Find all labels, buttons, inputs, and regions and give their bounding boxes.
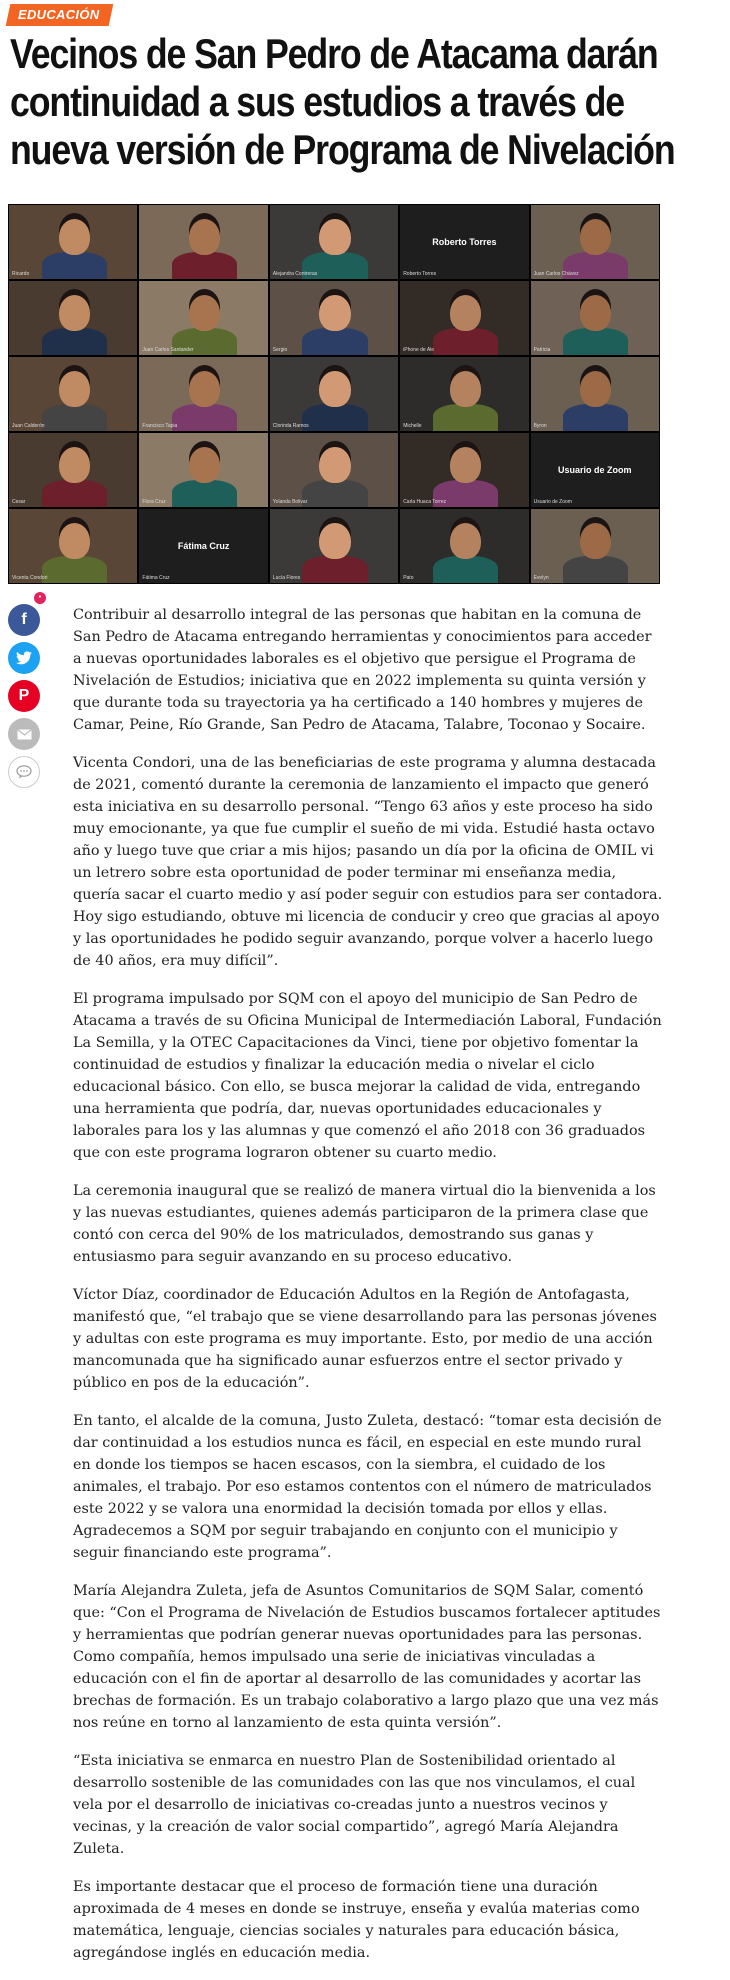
participant-name: Juan Carlos Santander [142,347,194,353]
email-icon [17,729,32,740]
participant-name: Clorinda Ramos [272,423,309,429]
participant-name: Juan Calderón [12,423,45,429]
participant-face [319,295,350,331]
participant-face [189,371,220,407]
participant-torso [302,404,367,431]
participant-face [59,295,90,331]
participant-face [189,219,220,255]
participant-face [319,447,350,483]
participant-face [59,447,90,483]
participant-tile [139,281,267,355]
participant-torso [42,328,107,355]
participant-torso [433,556,498,583]
participant-name: Evelyn [533,575,549,581]
share-count-badge: • [34,592,46,604]
participant-torso [42,480,107,507]
participant-tile [270,357,398,431]
participant-torso [302,328,367,355]
participant-face [59,523,90,559]
participant-name: Byron [533,423,547,429]
participant-tile [270,509,398,583]
participant-name: Vicenta Condori [12,575,48,581]
article-paragraph: La ceremonia inaugural que se realizó de manera virtual dio la bienvenida a los y las nuevas estudiantes, quienes además participaron de la primera clase que contó con cerca del 90% de los matriculados, demostrando sus ganas y entusiasmo para seguir avanzando en su proceso educativo. [73,1183,656,1265]
participant-tile [531,433,659,507]
participant-name: Fátima Cruz [142,575,170,581]
article-paragraph: “Esta iniciativa se enmarca en nuestro Plan de Sostenibilidad orientado al desarrollo sostenible de las comunidades con las que nos vinculamos, el cual vela por el desarrollo de iniciativas co-creadas junto a nuestros vecinos y vecinas, y la creación de valor social compartido”, agregó María Alejandra Zuleta. [73,1753,636,1857]
participant-tile [400,357,528,431]
participant-tile [139,205,267,279]
pinterest-icon: P [18,687,30,704]
article-paragraph: En tanto, el alcalde de la comuna, Justo Zuleta, destacó: “tomar esta decisión de dar continuidad a los estudios nunca es fácil, en especial en este mundo rural en donde los tiempos se hacen escasos, con la siembra, el cuidado de los animales, el trabajo. Por eso estamos contentos con el número de matriculados este 2022 y se valora una enormidad la decisión tomada por ellos y ellas. Agradecemos a SQM por seguir trabajando en conjunto con el municipio y seguir financiando este programa”. [73,1413,662,1561]
participant-torso [42,252,107,279]
participant-face [450,371,481,407]
participant-tile [531,205,659,279]
participant-name: Cesar [12,499,26,505]
facebook-icon: f [21,611,27,628]
participant-face [580,523,611,559]
participant-tile [400,281,528,355]
participant-tile [400,509,528,583]
article-body [73,604,663,1980]
article-photo [8,204,660,584]
participant-torso [172,252,237,279]
participant-face [450,447,481,483]
participant-face [580,219,611,255]
participant-display-name: Roberto Torres [432,237,497,247]
article-paragraph: Contribuir al desarrollo integral de las personas que habitan en la comuna de San Pedro de Atacama entregando herramientas y conocimientos para acceder a nuevas oportunidades laborales es el objetivo que persigue el Programa de Nivelación de Estudios; iniciativa que en 2022 implementa su quinta versión y que durante toda su trayectoria ya ha certificado a 140 hombres y mujeres de Camar, Peine, Río Grande, San Pedro de Atacama, Talabre, Toconao y Socaire. [73,607,652,733]
participant-display-name: Fátima Cruz [177,541,230,551]
participant-tile [9,433,137,507]
article-paragraph: Es importante destacar que el proceso de formación tiene una duración aproximada de 4 meses en donde se instruye, enseña y evalúa materias como matemática, lenguaje, ciencias sociales y naturales para educación básica, agregándose inglés en educación media. [73,1879,640,1961]
participant-torso [172,404,237,431]
participant-tile [9,509,137,583]
participant-name: iPhone de Ale [403,347,435,353]
participant-name: Pato [403,575,414,581]
participant-tile [9,205,137,279]
participant-torso [42,404,107,431]
participant-tile [9,357,137,431]
email-share-button[interactable] [8,718,40,750]
twitter-icon [16,651,32,665]
participant-name: Roberto Torres [403,271,437,277]
pinterest-share-button[interactable] [8,680,40,712]
twitter-share-button[interactable] [8,642,40,674]
participant-face [59,219,90,255]
participant-tile [139,357,267,431]
participant-name: Ricardo [12,271,30,277]
participant-tile [9,281,137,355]
participant-face [450,523,481,559]
video-call-grid [8,204,660,584]
participant-name: Lucía Flores [272,575,301,581]
participant-name: Patricia [533,347,551,353]
share-bar [8,594,42,794]
participant-tile [400,433,528,507]
article-headline: Vecinos de San Pedro de Atacama darán continuidad a sus estudios a través de nueva versión de Programa de Nivelación [10,30,675,173]
comment-icon [16,765,32,779]
participant-name: Usuario de Zoom [533,499,572,505]
participant-name: Yolanda Bolivar [272,499,308,505]
participant-torso [172,480,237,507]
participant-torso [563,328,628,355]
participant-name: Michelle [403,423,422,429]
article-paragraph: Vicenta Condori, una de las beneficiarias de este programa y alumna destacada de 2021, comentó durante la ceremonia de lanzamiento el impacto que generó esta iniciativa en su desarrollo personal. “Tengo 63 años y este proceso ha sido muy emocionante, ya que fue cumplir el sueño de mi vida. Estudié hasta octavo año y luego tuve que criar a mis hijos; pasando un día por la oficina de OMIL vi un letrero sobre esta oportunidad de poder terminar mi enseñanza media, quería sacar el cuarto medio y así poder seguir con estudios para ser contadora. Hoy sigo estudiando, obtuve mi licencia de conducir y creo que gracias al apoyo y las oportunidades he podido seguir avanzando, porque volver a hacerlo luego de 40 años, era muy difícil”. [73,755,663,969]
category-label: EDUCACIÓN [18,7,100,22]
participant-tile [531,281,659,355]
participant-name: Sergio [272,347,288,353]
participant-face [189,447,220,483]
participant-name: Juan Carlos Chávez [533,271,579,277]
participant-tile [400,205,528,279]
participant-torso [42,556,107,583]
article-paragraph: El programa impulsado por SQM con el apoyo del municipio de San Pedro de Atacama a través de su Oficina Municipal de Intermediación Laboral, Fundación La Semilla, y la OTEC Capacitaciones da Vinci, tiene por objetivo fomentar la continuidad de estudios y finalizar la educación media o nivelar el ciclo educacional básico. Con ello, se busca mejorar la calidad de vida, entregando una herramienta que podría, dar, nuevas oportunidades educacionales y laborales para los y las alumnas y que comenzó el año 2018 con 36 graduados que con este programa lograron obtener su cuarto medio. [73,991,662,1161]
participant-tile [531,509,659,583]
participant-torso [563,556,628,583]
participant-name: Alejandra Contreras [272,271,318,277]
participant-name: Flora Cruz [142,499,166,505]
participant-tile [139,433,267,507]
article-paragraph: María Alejandra Zuleta, jefa de Asuntos Comunitarios de SQM Salar, comentó que: “Con el Programa de Nivelación de Estudios buscamos fortalecer aptitudes y herramientas que podrían generar nuevas oportunidades para las personas. Como compañía, hemos impulsado una serie de iniciativas vinculadas a educación con el fin de aportar al desarrollo de las comunidades y acortar las brechas de formación. Es un trabajo colaborativo a largo plazo que una vez más nos reúne en torno al lanzamiento de esta quinta versión”. [73,1583,661,1731]
article-paragraph: Víctor Díaz, coordinador de Educación Adultos en la Región de Antofagasta, manifestó que, “el trabajo que se viene desarrollando para las personas jóvenes y adultas con este programa es muy importante. Esto, por medio de una acción mancomunada que ha significado aunar esfuerzos entre el sector privado y público en pos de la educación”. [73,1287,657,1391]
participant-name: Francisco Tapia [142,423,178,429]
participant-face [319,371,350,407]
participant-face [319,523,350,559]
participant-face [189,295,220,331]
participant-torso [563,404,628,431]
comment-button[interactable] [8,756,40,788]
category-tag[interactable] [6,4,114,26]
participant-torso [433,328,498,355]
participant-name: Carla Huaca Torrez [403,499,447,505]
participant-tile [139,509,267,583]
participant-face [319,219,350,255]
participant-tile [531,357,659,431]
participant-tile [270,433,398,507]
participant-torso [302,480,367,507]
participant-face [450,295,481,331]
participant-display-name: Usuario de Zoom [558,465,632,475]
participant-tile [270,205,398,279]
participant-torso [433,404,498,431]
participant-face [580,295,611,331]
participant-face [580,371,611,407]
facebook-share-button[interactable] [8,604,40,636]
participant-face [59,371,90,407]
participant-torso [302,556,367,583]
participant-tile [270,281,398,355]
